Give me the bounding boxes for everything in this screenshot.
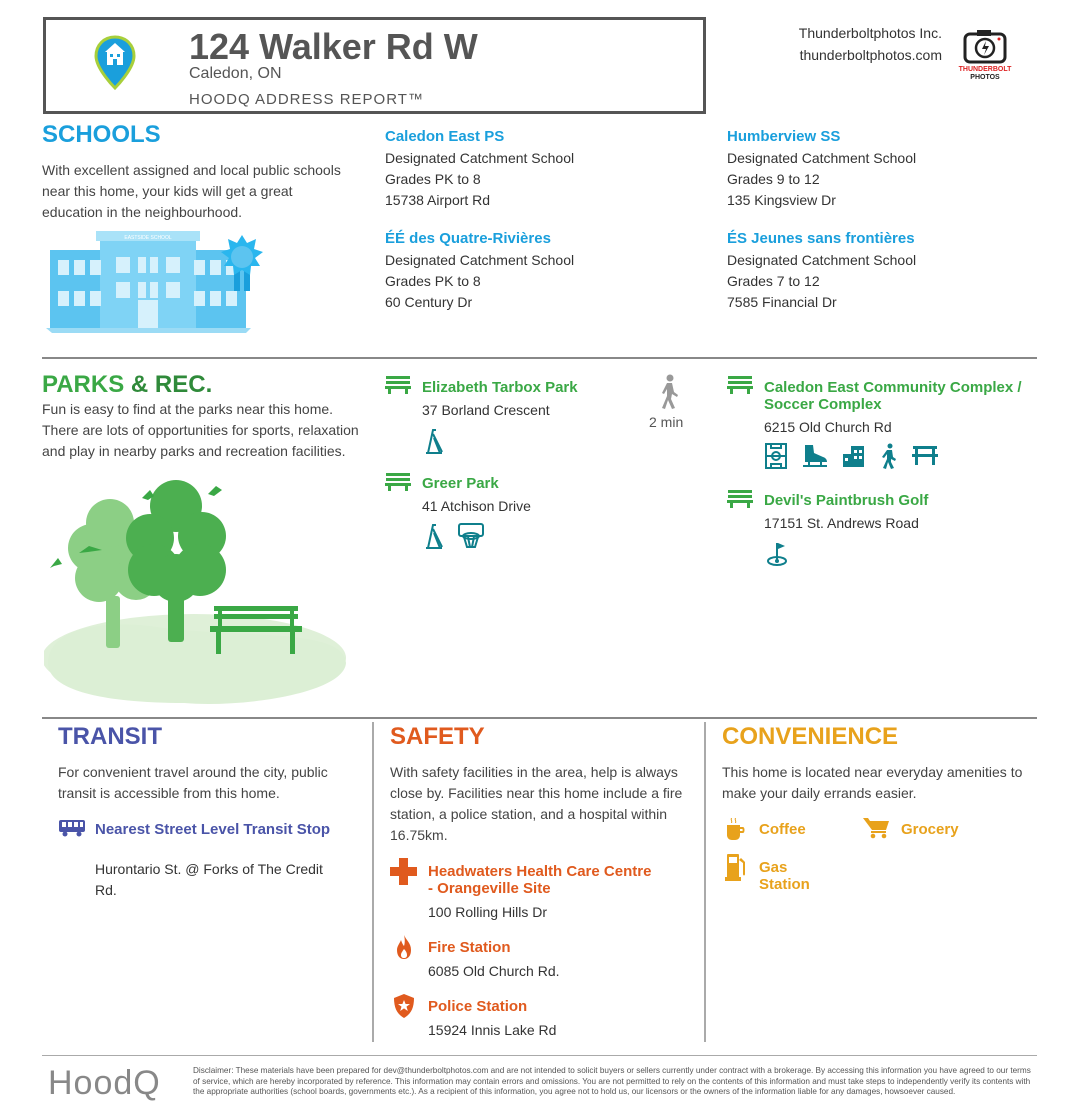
report-title: HOODQ ADDRESS REPORT™ [189, 91, 424, 108]
school-building-sign: EASTSIDE SCHOOL [124, 235, 172, 241]
bus-icon [58, 819, 86, 842]
school-item [385, 128, 574, 211]
park-name[interactable]: Greer Park [422, 475, 499, 492]
school-item [727, 230, 916, 313]
park-bench-icon [727, 490, 753, 513]
park-address: 6215 Old Church Rd [764, 419, 892, 435]
school-name[interactable]: Humberview SS [727, 128, 841, 145]
school-item [385, 230, 574, 313]
school-grades: Grades 9 to 12 [727, 171, 820, 187]
playground-slide-icon [424, 428, 444, 459]
company-site: thunderboltphotos.com [799, 47, 942, 63]
community-building-icon [842, 443, 866, 474]
convenience-title: CONVENIENCE [722, 723, 899, 750]
park-address: 41 Atchison Drive [422, 498, 531, 514]
golf-icon [766, 541, 788, 572]
transit-description: For convenient travel around the city, public transit is accessible from this home. [58, 764, 328, 801]
school-address: 135 Kingsview Dr [727, 192, 836, 208]
schools-title: SCHOOLS [42, 121, 161, 148]
grocery-label[interactable]: Grocery [901, 821, 959, 838]
gas-station-label[interactable]: Gas Station [759, 859, 810, 893]
home-pin-icon [93, 35, 137, 96]
park-name[interactable]: Devil's Paintbrush Golf [764, 492, 929, 509]
school-item [727, 128, 916, 211]
park-address: 17151 St. Andrews Road [764, 515, 919, 531]
safety-title: SAFETY [390, 723, 485, 750]
school-grades: Grades 7 to 12 [727, 273, 820, 289]
school-type: Designated Catchment School [727, 150, 917, 166]
safety-facility-address: 6085 Old Church Rd. [428, 963, 560, 979]
disclaimer-line: of service, which are hereby incorporated by reference. This information may contain errors and omissions. You are not permitted to rely on the contents of this information and must take steps to independently verify its contents with [193, 1076, 1031, 1086]
safety-facility-address: 100 Rolling Hills Dr [428, 904, 548, 920]
school-building-illustration [46, 225, 271, 340]
logo-caption [945, 66, 1025, 82]
safety-facility-name[interactable]: Fire Station [428, 939, 511, 956]
school-address: 60 Century Dr [385, 294, 473, 310]
school-name[interactable]: Caledon East PS [385, 128, 505, 145]
picnic-bench-icon [912, 443, 938, 474]
parks-title-a: PARKS [42, 371, 125, 398]
logo-caption-line2: PHOTOS [970, 74, 1000, 81]
transit-title: TRANSIT [58, 723, 162, 750]
convenience-description: This home is located near everyday amenities to make your daily errands easier. [722, 764, 1023, 801]
disclaimer-line: the appropriate authorities (school boards, governments etc.). As a recipient of this information, you agree not to hold us, our licensors or the owners of the information liable for any damages, howsoever caused. [193, 1087, 956, 1096]
school-type: Designated Catchment School [727, 252, 917, 268]
school-name[interactable]: ÉÉ des Quatre-Rivières [385, 230, 551, 247]
park-bench-icon [385, 473, 411, 496]
grocery-cart-icon [862, 817, 890, 844]
address-title: 124 Walker Rd W [189, 26, 478, 67]
park-bench-icon [385, 376, 411, 399]
section-divider [42, 717, 1037, 719]
school-grades: Grades PK to 8 [385, 273, 481, 289]
disclaimer [193, 1066, 1043, 1098]
company-name: Thunderboltphotos Inc. [798, 25, 942, 41]
coffee-label[interactable]: Coffee [759, 821, 806, 838]
hoodq-logo: HoodQ [48, 1064, 161, 1102]
safety-description: With safety facilities in the area, help is always close by. Facilities near this home include a fire station, a police station, and a hospital within 16.75km. [390, 764, 683, 843]
fire-icon [395, 934, 413, 965]
footer-divider [42, 1055, 1037, 1056]
disclaimer-line: Disclaimer: These materials have been prepared for dev@thunderboltphotos.com and are not intended to solicit buyers or sellers currently under contract with a brokerage. By accessing this information you have agreed to our terms [193, 1066, 1031, 1075]
gas-pump-icon [725, 852, 747, 887]
school-type: Designated Catchment School [385, 252, 575, 268]
basketball-hoop-icon [457, 523, 485, 554]
school-name[interactable]: ÉS Jeunes sans frontières [727, 230, 915, 247]
column-divider [372, 722, 374, 1042]
parks-title-b: & REC. [130, 371, 213, 398]
police-badge-icon [393, 993, 415, 1024]
company-info [742, 22, 942, 66]
coffee-cup-icon [724, 817, 746, 846]
safety-facility-name[interactable]: Police Station [428, 998, 528, 1015]
school-type: Designated Catchment School [385, 150, 575, 166]
transit-stop-label[interactable]: Nearest Street Level Transit Stop [95, 821, 331, 838]
walking-person-icon [658, 374, 680, 415]
column-divider [704, 722, 706, 1042]
parks-description: Fun is easy to find at the parks near this home. There are lots of opportunities for sports, relaxation and play in nearby parks and recreation facilities. [42, 401, 359, 459]
hospital-cross-icon [390, 858, 417, 890]
park-illustration [44, 478, 354, 713]
safety-facility-address: 15924 Innis Lake Rd [428, 1022, 557, 1038]
skate-icon [801, 443, 829, 474]
safety-facility-name[interactable]: Headwaters Health Care Centre - Orangeville Site [428, 863, 652, 897]
park-bench-icon [727, 376, 753, 399]
city-label: Caledon, ON [189, 65, 282, 82]
park-name[interactable]: Caledon East Community Complex / Soccer Complex [764, 379, 1022, 413]
park-name[interactable]: Elizabeth Tarbox Park [422, 379, 578, 396]
park-address: 37 Borland Crescent [422, 402, 550, 418]
playground-slide-icon [424, 523, 444, 554]
hiking-icon [879, 443, 899, 474]
schools-description: With excellent assigned and local public schools near this home, your kids will get a great education in the neighbourhood. [42, 162, 341, 220]
section-divider [42, 357, 1037, 359]
walk-time: 2 min [649, 414, 684, 430]
transit-stop-name: Hurontario St. @ Forks of The Credit Rd. [95, 861, 323, 898]
logo-caption-line1: THUNDERBOLT [958, 66, 1012, 73]
school-grades: Grades PK to 8 [385, 171, 481, 187]
parks-title [42, 371, 212, 399]
school-address: 7585 Financial Dr [727, 294, 837, 310]
school-address: 15738 Airport Rd [385, 192, 491, 208]
amenity-icons-row [764, 443, 938, 474]
soccer-field-icon [764, 443, 788, 474]
